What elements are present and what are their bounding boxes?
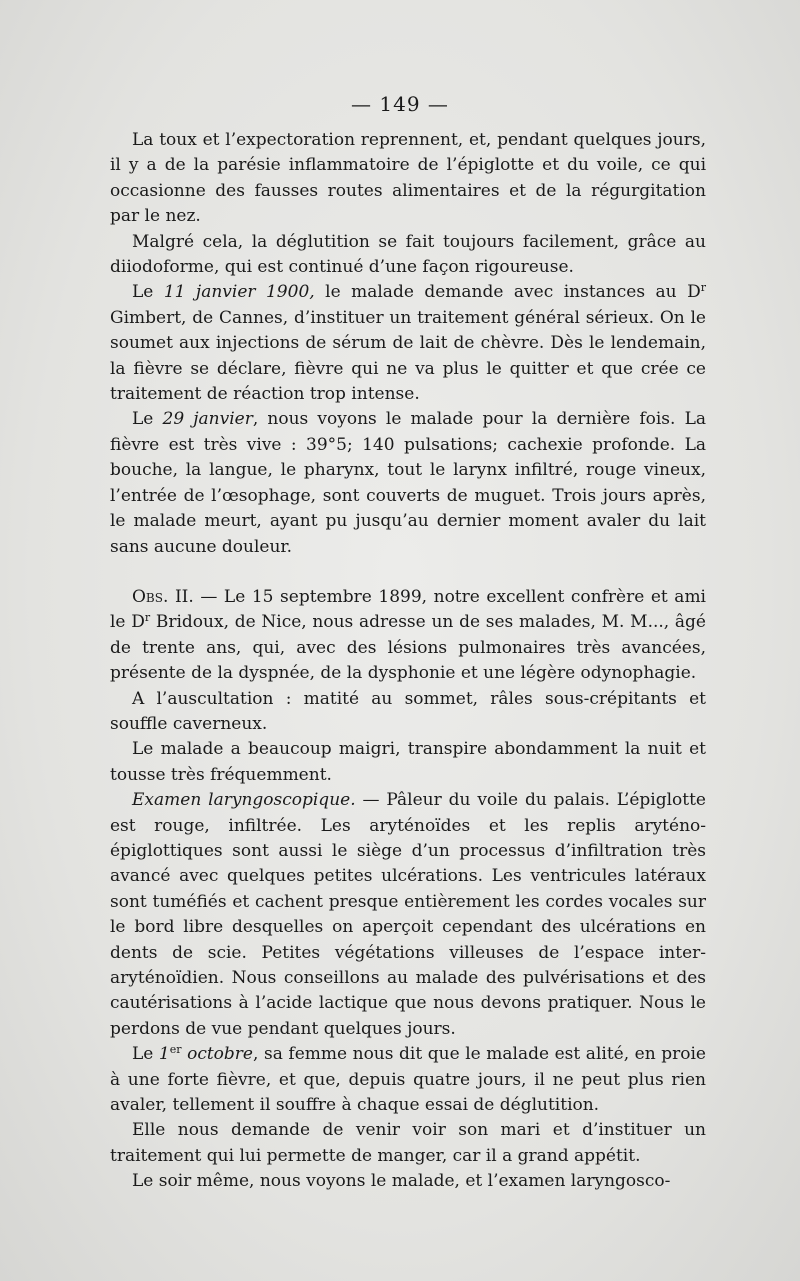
text-segment: Le malade a beaucoup maigri, transpire abondamment la nuit et tousse très fréquemment.	[110, 739, 706, 785]
page-number: — 149 —	[351, 92, 449, 116]
paragraph	[110, 585, 706, 687]
text-segment: 1	[158, 1044, 170, 1065]
text-segment: — Le 15 septembre 1899, notre excellent confrère et ami le D	[110, 586, 706, 633]
text-segment: Le	[132, 282, 164, 303]
paragraph	[110, 737, 706, 788]
paragraph	[110, 687, 706, 738]
body-text	[110, 128, 706, 1195]
paragraph	[110, 1169, 706, 1194]
paragraph	[110, 1118, 706, 1169]
text-segment: r	[144, 611, 151, 625]
text-segment: er	[169, 1043, 182, 1057]
text-segment: , nous voyons le malade pour la dernière fois. La fièvre est très vive : 39°5; 140 pulsations; cachexie profonde. La bouche, la langue, le pharynx, tout le larynx infiltré, rouge vineux, l’entrée de l’œsophage, sont couverts de muguet. Trois jours après, le malade meurt, ayant pu jusqu’au dernier moment avaler du lait sans aucune douleur.	[110, 409, 706, 557]
text-segment: Obs. II.	[132, 586, 194, 607]
text-segment: Le	[132, 1044, 159, 1065]
text-segment: r	[700, 281, 706, 295]
text-segment: Elle nous demande de venir voir son mari et d’instituer un traitement qui lui permette de manger, car il a grand appétit.	[110, 1120, 706, 1166]
paragraph	[110, 788, 706, 1042]
text-segment: Malgré cela, la déglutition se fait toujours facilement, grâce au diiodoforme, qui est continué d’une façon rigoureuse.	[110, 231, 706, 278]
text-segment: Le soir même, nous voyons le malade, et l’examen laryngosco-	[132, 1171, 671, 1192]
text-segment: Gimbert, de Cannes, d’instituer un traitement général sérieux. On le soumet aux injections de sérum de lait de chèvre. Dès le lendemain, la fièvre se déclare, fièvre qui ne va plus le quitter et que crée ce traitement de réaction trop intense.	[110, 307, 706, 405]
text-segment: La toux et l’expectoration reprennent, et, pendant quelques jours, il y a de la parésie inflammatoire de l’épiglotte et du voile, ce qui occasionne des fausses routes alimentaires et de la régurgitation par le nez.	[110, 130, 706, 227]
text-segment: , sa femme nous dit que le malade est alité, en proie à une forte fièvre, et que, depuis quatre jours, il ne peut plus rien avaler, tellement il souffre à chaque essai de déglutition.	[110, 1044, 706, 1116]
text-segment: — Pâleur du voile du palais. L’épiglotte est rouge, infiltrée. Les aryténoïdes et les replis aryténo-épiglottiques sont aussi le siège d’un processus d’infiltration très avancé avec quelques petites ulcérations. Les ventricules latéraux sont tuméfiés et cachent presque entièrement les cordes vocales sur le bord libre desquelles on aperçoit cependant des ulcérations en dents de scie. Petites végétations villeuses de l’espace inter-aryténoïdien. Nous conseillons au malade des pulvérisations et des cautérisations à l’acide lactique que nous devons pratiquer. Nous le perdons de vue pendant quelques jours.	[110, 790, 706, 1039]
paragraph	[110, 128, 706, 230]
text-segment: Le	[132, 409, 163, 430]
text-segment: 11 janvier 1900,	[163, 282, 315, 303]
text-segment: A l’auscultation : matité au sommet, râles sous-crépitants et souffle caverneux.	[110, 688, 706, 734]
paragraph	[110, 1042, 706, 1118]
text-segment: Bridoux, de Nice, nous adresse un de ses malades, M. M..., âgé de trente ans, qui, avec des lésions pulmonaires très avancées, présente de la dyspnée, de la dysphonie et une légère odynophagie.	[110, 612, 706, 684]
text-segment: le malade demande avec instances au D	[314, 282, 701, 303]
text-segment: 29 janvier	[162, 409, 253, 430]
text-segment: octobre	[181, 1044, 253, 1065]
paragraph	[110, 407, 706, 559]
paragraph	[110, 230, 706, 281]
text-segment: Examen laryngoscopique.	[132, 790, 356, 811]
paragraph	[110, 280, 706, 407]
